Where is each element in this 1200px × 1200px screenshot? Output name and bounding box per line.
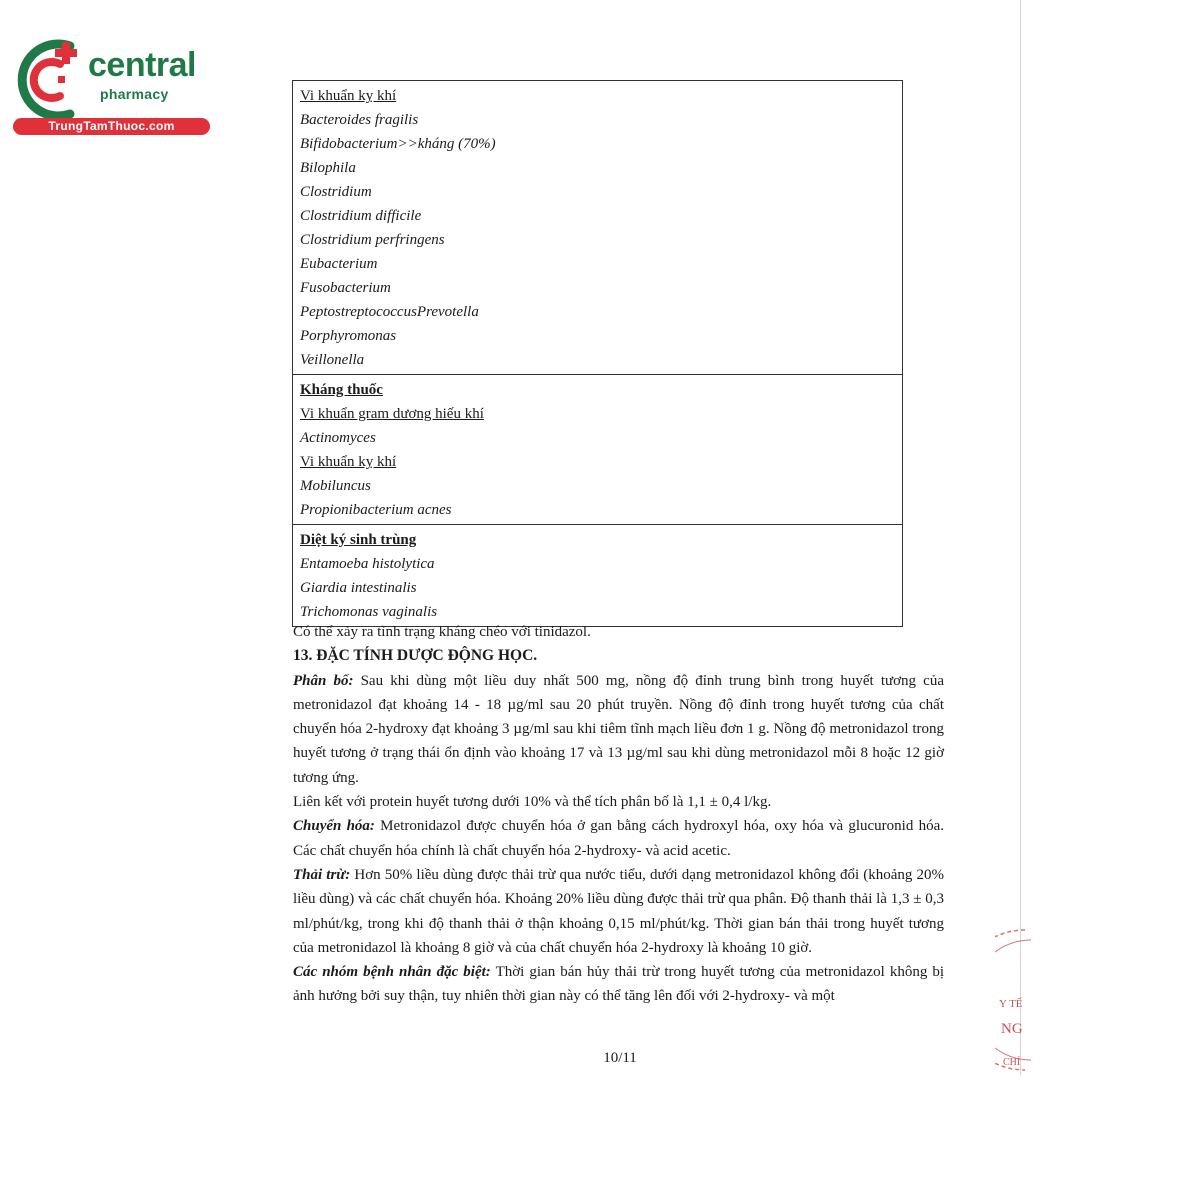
distribution-line: metronidazol đạt khoảng 14 - 18 µg/ml sau 20 phút truyền. Nồng độ đỉnh trong huyết tương của chất bbox=[293, 696, 944, 713]
elimination-line: khoảng 10 giờ. bbox=[722, 939, 813, 956]
organism-name: Clostridium difficile bbox=[300, 208, 422, 224]
metabolism-line: hóa. Các chất chuyển hóa chính là chất chuyển hóa 2-hydroxy- và acid acetic. bbox=[293, 818, 945, 859]
stamp-text: NG bbox=[1001, 1021, 1023, 1037]
organism-name: Fusobacterium bbox=[300, 280, 391, 296]
table-group-label: Vi khuẩn kỵ khí bbox=[300, 454, 397, 470]
stamp-text: CHỈ bbox=[1003, 1057, 1021, 1068]
elimination-line: (khoảng 20% liều dùng) và các chất chuyển hóa. Khoảng 20% liều dùng được thải trừ qua phân. Độ bbox=[293, 866, 944, 908]
organism-name: Bifidobacterium>>kháng (70%) bbox=[300, 136, 496, 152]
section-heading: 13. ĐẶC TÍNH DƯỢC ĐỘNG HỌC. bbox=[293, 647, 538, 665]
page-number: 10/11 bbox=[603, 1050, 637, 1066]
stamp-icon bbox=[995, 925, 1035, 1075]
stamp-text: Y TẾ bbox=[999, 998, 1023, 1010]
elimination-paragraph bbox=[293, 863, 944, 960]
page-edge-line bbox=[1020, 0, 1021, 1075]
organism-name: Bacteroides fragilis bbox=[300, 112, 419, 128]
distribution-label: Phân bố: bbox=[293, 672, 354, 689]
distribution-line: metronidazol trong huyết tương ở trạng thái ổn định vào khoảng 17 và 13 µg/ml sau khi dùng bbox=[293, 721, 944, 762]
metabolism-label: Chuyển hóa: bbox=[293, 818, 375, 835]
table-group-label: Vi khuẩn gram dương hiếu khí bbox=[300, 406, 484, 422]
organism-name: Bilophila bbox=[300, 160, 356, 176]
table-section-heading: Kháng thuốc bbox=[300, 382, 383, 398]
organism-name: Veillonella bbox=[300, 352, 365, 368]
table-section-heading: Diệt ký sinh trùng bbox=[300, 532, 417, 548]
distribution-line: metronidazol mỗi 8 hoặc 12 giờ tương ứng. bbox=[293, 745, 945, 786]
metabolism-paragraph bbox=[293, 814, 944, 863]
organism-name: Giardia intestinalis bbox=[300, 580, 417, 596]
metabolism-line: Metronidazol được chuyển hóa ở gan bằng cách hydroxyl hóa, oxy hóa và glucuronid bbox=[380, 818, 914, 835]
organism-name: Porphyromonas bbox=[300, 328, 397, 344]
organism-name: Clostridium perfringens bbox=[300, 232, 445, 248]
distribution-line: Sau khi dùng một liều duy nhất 500 mg, nồng độ đỉnh trung bình trong huyết tương của bbox=[360, 672, 944, 689]
organism-table bbox=[292, 80, 903, 627]
organism-name: Entamoeba histolytica bbox=[300, 556, 435, 572]
organism-name: PeptostreptococcusPrevotella bbox=[300, 304, 479, 320]
elimination-line: Hơn 50% liều dùng được thải trừ qua nước tiểu, dưới dạng metronidazol không đổi bbox=[354, 866, 860, 883]
logo-name: central bbox=[88, 46, 196, 84]
distribution-line: chuyển hóa 2-hydroxy đạt khoảng 3 µg/ml sau khi tiêm tĩnh mạch liều đơn 1 g. Nồng độ bbox=[293, 721, 826, 738]
organism-name: Clostridium bbox=[300, 184, 372, 200]
logo-site-url[interactable]: TrungTamThuoc.com bbox=[13, 118, 210, 135]
special-groups-paragraph bbox=[293, 960, 944, 1009]
cross-resistance-note: Có thể xảy ra tình trạng kháng chéo với tinidazol. bbox=[293, 624, 591, 640]
organism-name: Propionibacterium acnes bbox=[300, 502, 452, 518]
organism-name: Actinomyces bbox=[300, 430, 376, 446]
organism-name: Eubacterium bbox=[300, 256, 378, 272]
organism-name: Trichomonas vaginalis bbox=[300, 604, 438, 620]
table-section bbox=[293, 524, 902, 626]
protein-binding-line: Liên kết với protein huyết tương dưới 10% và thể tích phân bố là 1,1 ± 0,4 l/kg. bbox=[293, 794, 772, 811]
special-groups-line: Thời gian bán hủy thải trừ trong huyết tương của metronidazol bbox=[495, 964, 885, 981]
table-section bbox=[293, 374, 902, 524]
table-section bbox=[293, 81, 902, 374]
elimination-line: bán thải trong huyết tương của metronidazol là khoảng 8 giờ và của chất chuyển hóa 2-hydroxy là bbox=[293, 915, 944, 956]
logo-subtitle: pharmacy bbox=[100, 86, 169, 102]
distribution-paragraph bbox=[293, 669, 944, 790]
special-groups-label: Các nhóm bệnh nhân đặc biệt: bbox=[293, 964, 491, 981]
elimination-label: Thải trừ: bbox=[293, 866, 351, 883]
organism-name: Mobiluncus bbox=[300, 478, 371, 494]
document-body bbox=[293, 620, 944, 1009]
elimination-line: thanh thải là 1,3 ± 0,3 ml/phút/kg, trong khi độ thanh thải ở thận khoảng 0,15 ml/phút/kg. Thời gian bbox=[293, 891, 944, 932]
table-group-label: Vi khuẩn kỵ khí bbox=[300, 88, 397, 104]
special-groups-line: không bị ảnh hưởng bởi suy thận, tuy nhiên thời gian này có thể tăng lên đối với 2-hydroxy- và một bbox=[293, 964, 945, 1005]
